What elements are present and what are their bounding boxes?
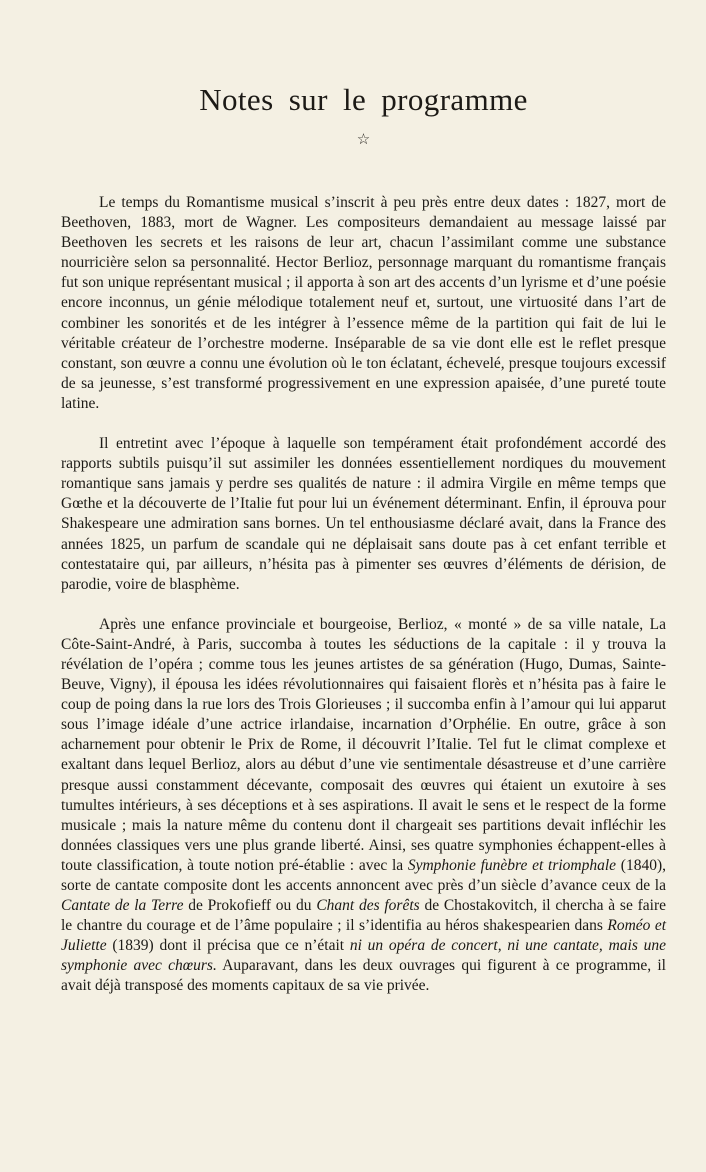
text-run: (1839) dont il précisa que ce n’était — [106, 937, 350, 955]
paragraph — [61, 615, 666, 997]
star-ornament-icon: ☆ — [356, 132, 371, 148]
text-run: de Prokofieff ou du — [183, 897, 317, 915]
article-body — [61, 193, 666, 997]
text-run: Il entretint avec l’époque à laquelle son tempérament était profondément accordé des rapports subtils puisqu’il sut assimiler les données essentiellement nordiques du mouvement romantique sans jamais y perdre ses qualités de nature : il admira Virgile en même temps que Gœthe et la découverte de l’Italie fut pour lui un événement déterminant. Enfin, il éprouva pour Shakespeare une admiration sans bornes. Un tel enthousiasme déclaré avait, dans la France des années 1825, un parfum de scandale qui ne déplaisait sans doute pas à cet enfant terrible et contestataire qui, par ailleurs, n’hésita pas à pimenter ses œuvres d’éléments de dérision, de parodie, voire de blasphème. — [61, 435, 666, 593]
text-run: Après une enfance provinciale et bourgeoise, Berlioz, « monté » de sa ville natale, La Côte-Saint-André, à Paris, succomba à toutes les séductions de la capitale : il y trouva la révélation de l’opéra ; comme tous les jeunes artistes de sa génération (Hugo, Dumas, Sainte-Beuve, Vigny), il épousa les idées révolutionnaires qui faisaient florès et n’hésita pas à faire le coup de poing dans la rue lors des Trois Glorieuses ; il succomba enfin à l’amour qui lui apparut sous l’image idéale d’une actrice irlandaise, incarnation d’Orphélie. En outre, grâce à son acharnement pour obtenir le Prix de Rome, il découvrit l’Italie. Tel fut le climat complexe et exaltant dans lequel Berlioz, alors au début d’une vie sentimentale désastreuse et d’une carrière presque aussi constamment décevante, composait des œuvres qui étaient un exutoire à ses tumultes intérieurs, à ses déceptions et à ses aspirations. Il avait le sens et le respect de la forme musicale ; mais la nature même du contenu dont il chargeait ses partitions devait infléchir les données classiques vers une plus grande liberté. Ainsi, ses quatre symphonies échappent-elles à toute classification, à toute notion pré-établie : avec la — [61, 615, 666, 874]
text-run: de Chostakovitch, il chercha à se faire le chantre du courage et de l’âme populaire ; il s’identifia au héros shakespearien dans — [61, 897, 666, 935]
text-run: (1840), sorte de cantate composite dont les accents annoncent avec près d’un siècle d’avance ceux de la — [61, 856, 666, 894]
page-title: Notes sur le programme — [199, 82, 528, 117]
text-run: Le temps du Romantisme musical s’inscrit à peu près entre deux dates : 1827, mort de Beethoven, 1883, mort de Wagner. Les compositeurs demandaient au message laissé par Beethoven les secrets et les raisons de leur art, chacun l’assimilant comme une substance nourricière selon sa personnalité. Hector Berlioz, personnage marquant du romantisme français fut son unique représentant musical ; il apporta à son art des accents d’un lyrisme et d’une poésie encore inconnus, un génie mélodique totalement neuf et, surtout, une virtuosité dans l’art de combiner les sonorités et de les intégrer à l’essence même de la partition qui fait de lui le véritable créateur de l’orchestre moderne. Inséparable de sa vie dont elle est le reflet presque constant, son œuvre a connu une évolution où le ton éclatant, échevelé, presque toujours excessif de sa jeunesse, s’est transformé progressivement en une expression apaisée, d’une pureté toute latine. — [61, 194, 666, 412]
text-run: Auparavant, dans les deux ouvrages qui figurent à ce programme, il avait déjà transposé des moments capitaux de sa vie privée. — [61, 957, 666, 995]
italic-title: Cantate de la Terre — [61, 897, 184, 915]
italic-title: Roméo et Juliette — [61, 917, 667, 955]
document-page — [0, 82, 706, 1172]
italic-title: ni un opéra de concert, ni une cantate, mais une symphonie avec chœurs. — [61, 937, 666, 975]
italic-title: Chant des forêts — [316, 897, 420, 915]
paragraph — [61, 434, 666, 595]
paragraph — [61, 193, 666, 414]
italic-title: Symphonie funèbre et triomphale — [407, 856, 617, 874]
